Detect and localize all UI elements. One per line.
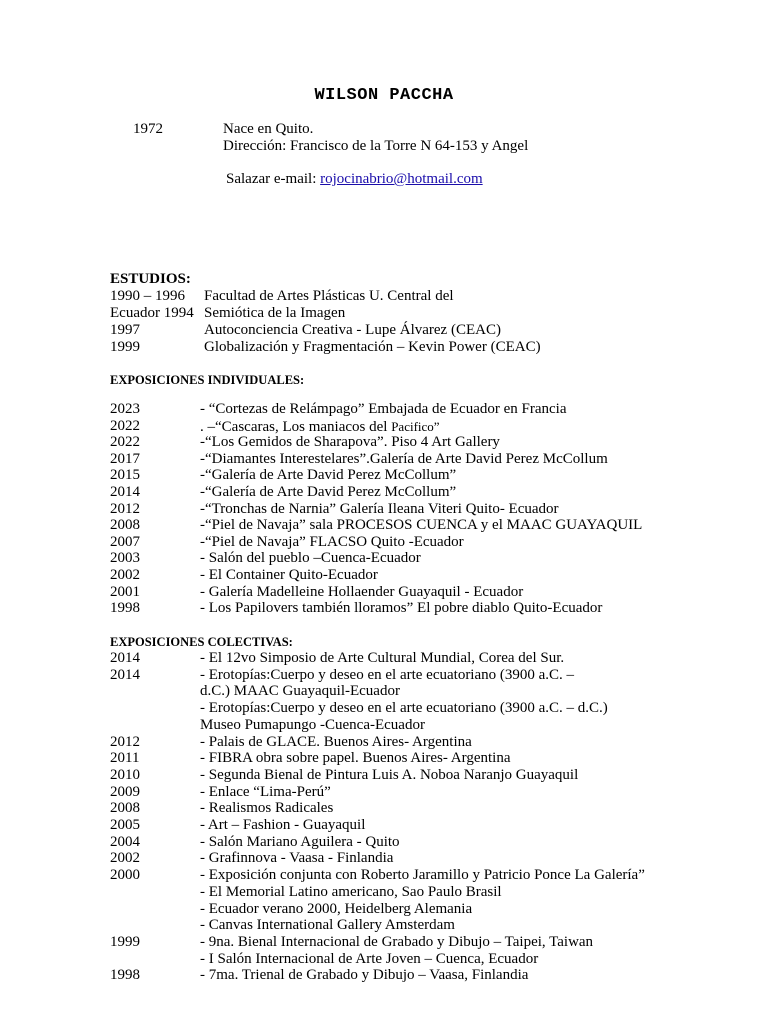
group-exhibition-item-text	[200, 650, 564, 667]
address-line-2-text: Salazar e-mail:	[226, 171, 321, 187]
group-exhibition-item-text-main: - Realismos Radicales	[200, 800, 334, 817]
group-exhibition-item-text-main: - Art – Fashion - Guayaquil	[200, 817, 366, 833]
group-exhibition-item-text-main: - El Memorial Latino americano, Sao Paulo Brasil	[200, 883, 502, 900]
group-exhibition-item-year: 2012	[110, 733, 140, 750]
solo-exhibition-item-text-main: - Galería Madelleine Hollaender Guayaquil - Ecuador	[200, 583, 524, 600]
study-item-text-main: Globalización y Fragmentación – Kevin Power (CEAC)	[204, 339, 541, 355]
group-exhibition-item-year: 2010	[110, 766, 140, 783]
solo-exhibition-item-year: 2003	[110, 550, 140, 567]
solo-exhibitions-heading: EXPOSICIONES INDIVIDUALES:	[110, 373, 305, 387]
solo-exhibition-item-text-main: - El Container Quito-Ecuador	[200, 567, 378, 583]
group-exhibition-item-text	[200, 734, 472, 751]
group-exhibition-item-text	[200, 834, 400, 851]
solo-exhibition-item-text	[200, 501, 559, 518]
group-exhibition-item-text	[200, 667, 574, 684]
group-exhibition-item-text-main: - Palais de GLACE. Buenos Aires- Argentina	[200, 733, 472, 750]
study-item-text	[204, 288, 454, 305]
solo-exhibition-item-year: 2008	[110, 517, 140, 534]
solo-exhibition-item-text-main: -“Piel de Navaja” FLACSO Quito -Ecuador	[200, 533, 464, 550]
solo-exhibition-item-text	[200, 600, 602, 617]
study-item-year: Ecuador 1994	[110, 305, 194, 321]
group-exhibition-item-text-main: - Erotopías:Cuerpo y deseo en el arte ecuatoriano (3900 a.C. – d.C.)	[200, 700, 608, 717]
group-exhibition-item-text-main: - I Salón Internacional de Arte Joven – Cuenca, Ecuador	[200, 950, 539, 967]
group-exhibition-item-text-main: Museo Pumapungo -Cuenca-Ecuador	[200, 716, 425, 733]
solo-exhibition-item-text-main: -“Diamantes Interestelares”.Galería de Arte David Perez McCollum	[200, 450, 608, 467]
group-exhibition-item-text	[200, 784, 331, 801]
group-exhibition-item-year: 2005	[110, 817, 140, 833]
group-exhibition-item-text	[200, 917, 455, 934]
birth-year: 1972	[133, 121, 163, 137]
group-exhibition-item-text-main: - FIBRA obra sobre papel. Buenos Aires- Argentina	[200, 750, 511, 767]
email-link[interactable]: rojocinabrio@hotmail.com	[320, 171, 483, 187]
group-exhibition-item-text	[200, 767, 578, 784]
solo-exhibition-item-year: 2015	[110, 467, 140, 484]
solo-exhibition-item-text	[200, 550, 421, 567]
solo-exhibition-item-text-main: - “Cortezas de Relámpago” Embajada de Ecuador en Francia	[200, 401, 567, 417]
solo-exhibition-item-year: 1998	[110, 600, 140, 617]
group-exhibition-item-year: 2008	[110, 800, 140, 817]
group-exhibition-item-year: 2009	[110, 783, 140, 800]
solo-exhibition-item-text-main: -“Tronchas de Narnia” Galería Ileana Viteri Quito- Ecuador	[200, 500, 559, 517]
birth-place: Nace en Quito.	[223, 121, 314, 137]
solo-exhibition-item-year: 2022	[110, 417, 140, 434]
solo-exhibition-item-year: 2002	[110, 567, 140, 583]
solo-exhibition-item-year: 2017	[110, 450, 140, 467]
study-item-text	[204, 339, 541, 356]
address-line-1: Dirección: Francisco de la Torre N 64-153 y Angel	[223, 138, 529, 154]
solo-exhibition-item-year: 2012	[110, 500, 140, 517]
solo-exhibition-item-text-main: - Los Papilovers también lloramos” El pobre diablo Quito-Ecuador	[200, 600, 603, 617]
group-exhibition-item-text	[200, 867, 645, 884]
studies-heading: ESTUDIOS:	[110, 271, 191, 287]
group-exhibition-item-year: 2004	[110, 833, 140, 850]
group-exhibition-item-text	[200, 683, 400, 700]
group-exhibition-item-text	[200, 967, 528, 984]
group-exhibition-item-text-main: - 9na. Bienal Internacional de Grabado y Dibujo – Taipei, Taiwan	[200, 933, 594, 950]
group-exhibitions-heading: EXPOSICIONES COLECTIVAS:	[110, 635, 293, 649]
study-item-year: 1990 – 1996	[110, 288, 185, 304]
study-item-year: 1999	[110, 339, 140, 355]
study-item-text	[204, 322, 501, 339]
group-exhibition-item-text-main: - Erotopías:Cuerpo y deseo en el arte ecuatoriano (3900 a.C. –	[200, 666, 575, 683]
solo-exhibition-item-year: 2001	[110, 583, 140, 600]
solo-exhibition-item-text	[200, 401, 567, 418]
solo-exhibition-item-text-main: -“Piel de Navaja” sala PROCESOS CUENCA y el MAAC GUAYAQUIL	[200, 517, 643, 534]
group-exhibition-item-text-main: - El 12vo Simposio de Arte Cultural Mundial, Corea del Sur.	[200, 650, 565, 666]
group-exhibition-item-text-main: - Ecuador verano 2000, Heidelberg Alemania	[200, 900, 473, 917]
solo-exhibition-item-text	[200, 418, 440, 436]
solo-exhibition-item-text-main: -“Galería de Arte David Perez McCollum”	[200, 467, 457, 484]
solo-exhibition-item-text-small: Pacifico”	[391, 418, 440, 434]
solo-exhibition-item-text-main: -“Los Gemidos de Sharapova”. Piso 4 Art Gallery	[200, 434, 500, 451]
group-exhibition-item-text	[200, 901, 472, 918]
group-exhibition-item-text-main: - Enlace “Lima-Perú”	[200, 783, 331, 800]
solo-exhibition-item-year: 2023	[110, 401, 140, 417]
solo-exhibition-item-text	[200, 434, 500, 451]
solo-exhibition-item-text	[200, 534, 464, 551]
group-exhibition-item-text	[200, 750, 511, 767]
solo-exhibition-item-year: 2022	[110, 434, 140, 451]
group-exhibition-item-text	[200, 700, 608, 717]
solo-exhibition-item-text-main: . –“Cascaras, Los maniacos del	[200, 418, 392, 435]
solo-exhibition-item-text	[200, 451, 608, 468]
group-exhibition-item-year: 2000	[110, 867, 140, 884]
address-line-2	[226, 171, 483, 188]
group-exhibition-item-year: 1998	[110, 967, 140, 984]
solo-exhibition-item-text	[200, 584, 523, 601]
group-exhibition-item-text-main: - 7ma. Trienal de Grabado y Dibujo – Vaasa, Finlandia	[200, 967, 529, 984]
group-exhibition-item-text-main: - Exposición conjunta con Roberto Jaramillo y Patricio Ponce La Galería”	[200, 867, 645, 884]
group-exhibition-item-text-main: - Salón Mariano Aguilera - Quito	[200, 833, 400, 850]
group-exhibition-item-year: 2002	[110, 850, 140, 867]
solo-exhibition-item-year: 2014	[110, 484, 140, 500]
solo-exhibition-item-year: 2007	[110, 533, 140, 550]
study-item-text-main: Autoconciencia Creativa - Lupe Álvarez (CEAC)	[204, 322, 501, 338]
solo-exhibition-item-text	[200, 467, 456, 484]
study-item-text	[204, 305, 345, 322]
group-exhibition-item-text	[200, 951, 538, 968]
solo-exhibition-item-text	[200, 484, 456, 501]
group-exhibition-item-text-main: d.C.) MAAC Guayaquil-Ecuador	[200, 683, 400, 700]
page-title: WILSON PACCHA	[314, 86, 454, 105]
study-item-year: 1997	[110, 322, 140, 338]
group-exhibition-item-text-main: - Canvas International Gallery Amsterdam	[200, 917, 455, 934]
study-item-text-main: Semiótica de la Imagen	[204, 305, 346, 321]
group-exhibition-item-text	[200, 934, 593, 951]
group-exhibition-item-text-main: - Segunda Bienal de Pintura Luis A. Noboa Naranjo Guayaquil	[200, 766, 579, 783]
group-exhibition-item-text	[200, 850, 393, 867]
group-exhibition-item-text-main: - Grafinnova - Vaasa - Finlandia	[200, 850, 394, 867]
solo-exhibition-item-text	[200, 567, 378, 584]
group-exhibition-item-text	[200, 817, 365, 834]
solo-exhibition-item-text	[200, 517, 642, 534]
group-exhibition-item-text	[200, 800, 333, 817]
group-exhibition-item-year: 1999	[110, 933, 140, 950]
study-item-text-main: Facultad de Artes Plásticas U. Central del	[204, 288, 454, 304]
group-exhibition-item-year: 2014	[110, 666, 140, 683]
group-exhibition-item-text	[200, 884, 502, 901]
group-exhibition-item-text	[200, 717, 425, 734]
group-exhibition-item-year: 2014	[110, 650, 140, 666]
solo-exhibition-item-text-main: - Salón del pueblo –Cuenca-Ecuador	[200, 550, 421, 567]
group-exhibition-item-year: 2011	[110, 750, 140, 767]
solo-exhibition-item-text-main: -“Galería de Arte David Perez McCollum”	[200, 484, 457, 500]
